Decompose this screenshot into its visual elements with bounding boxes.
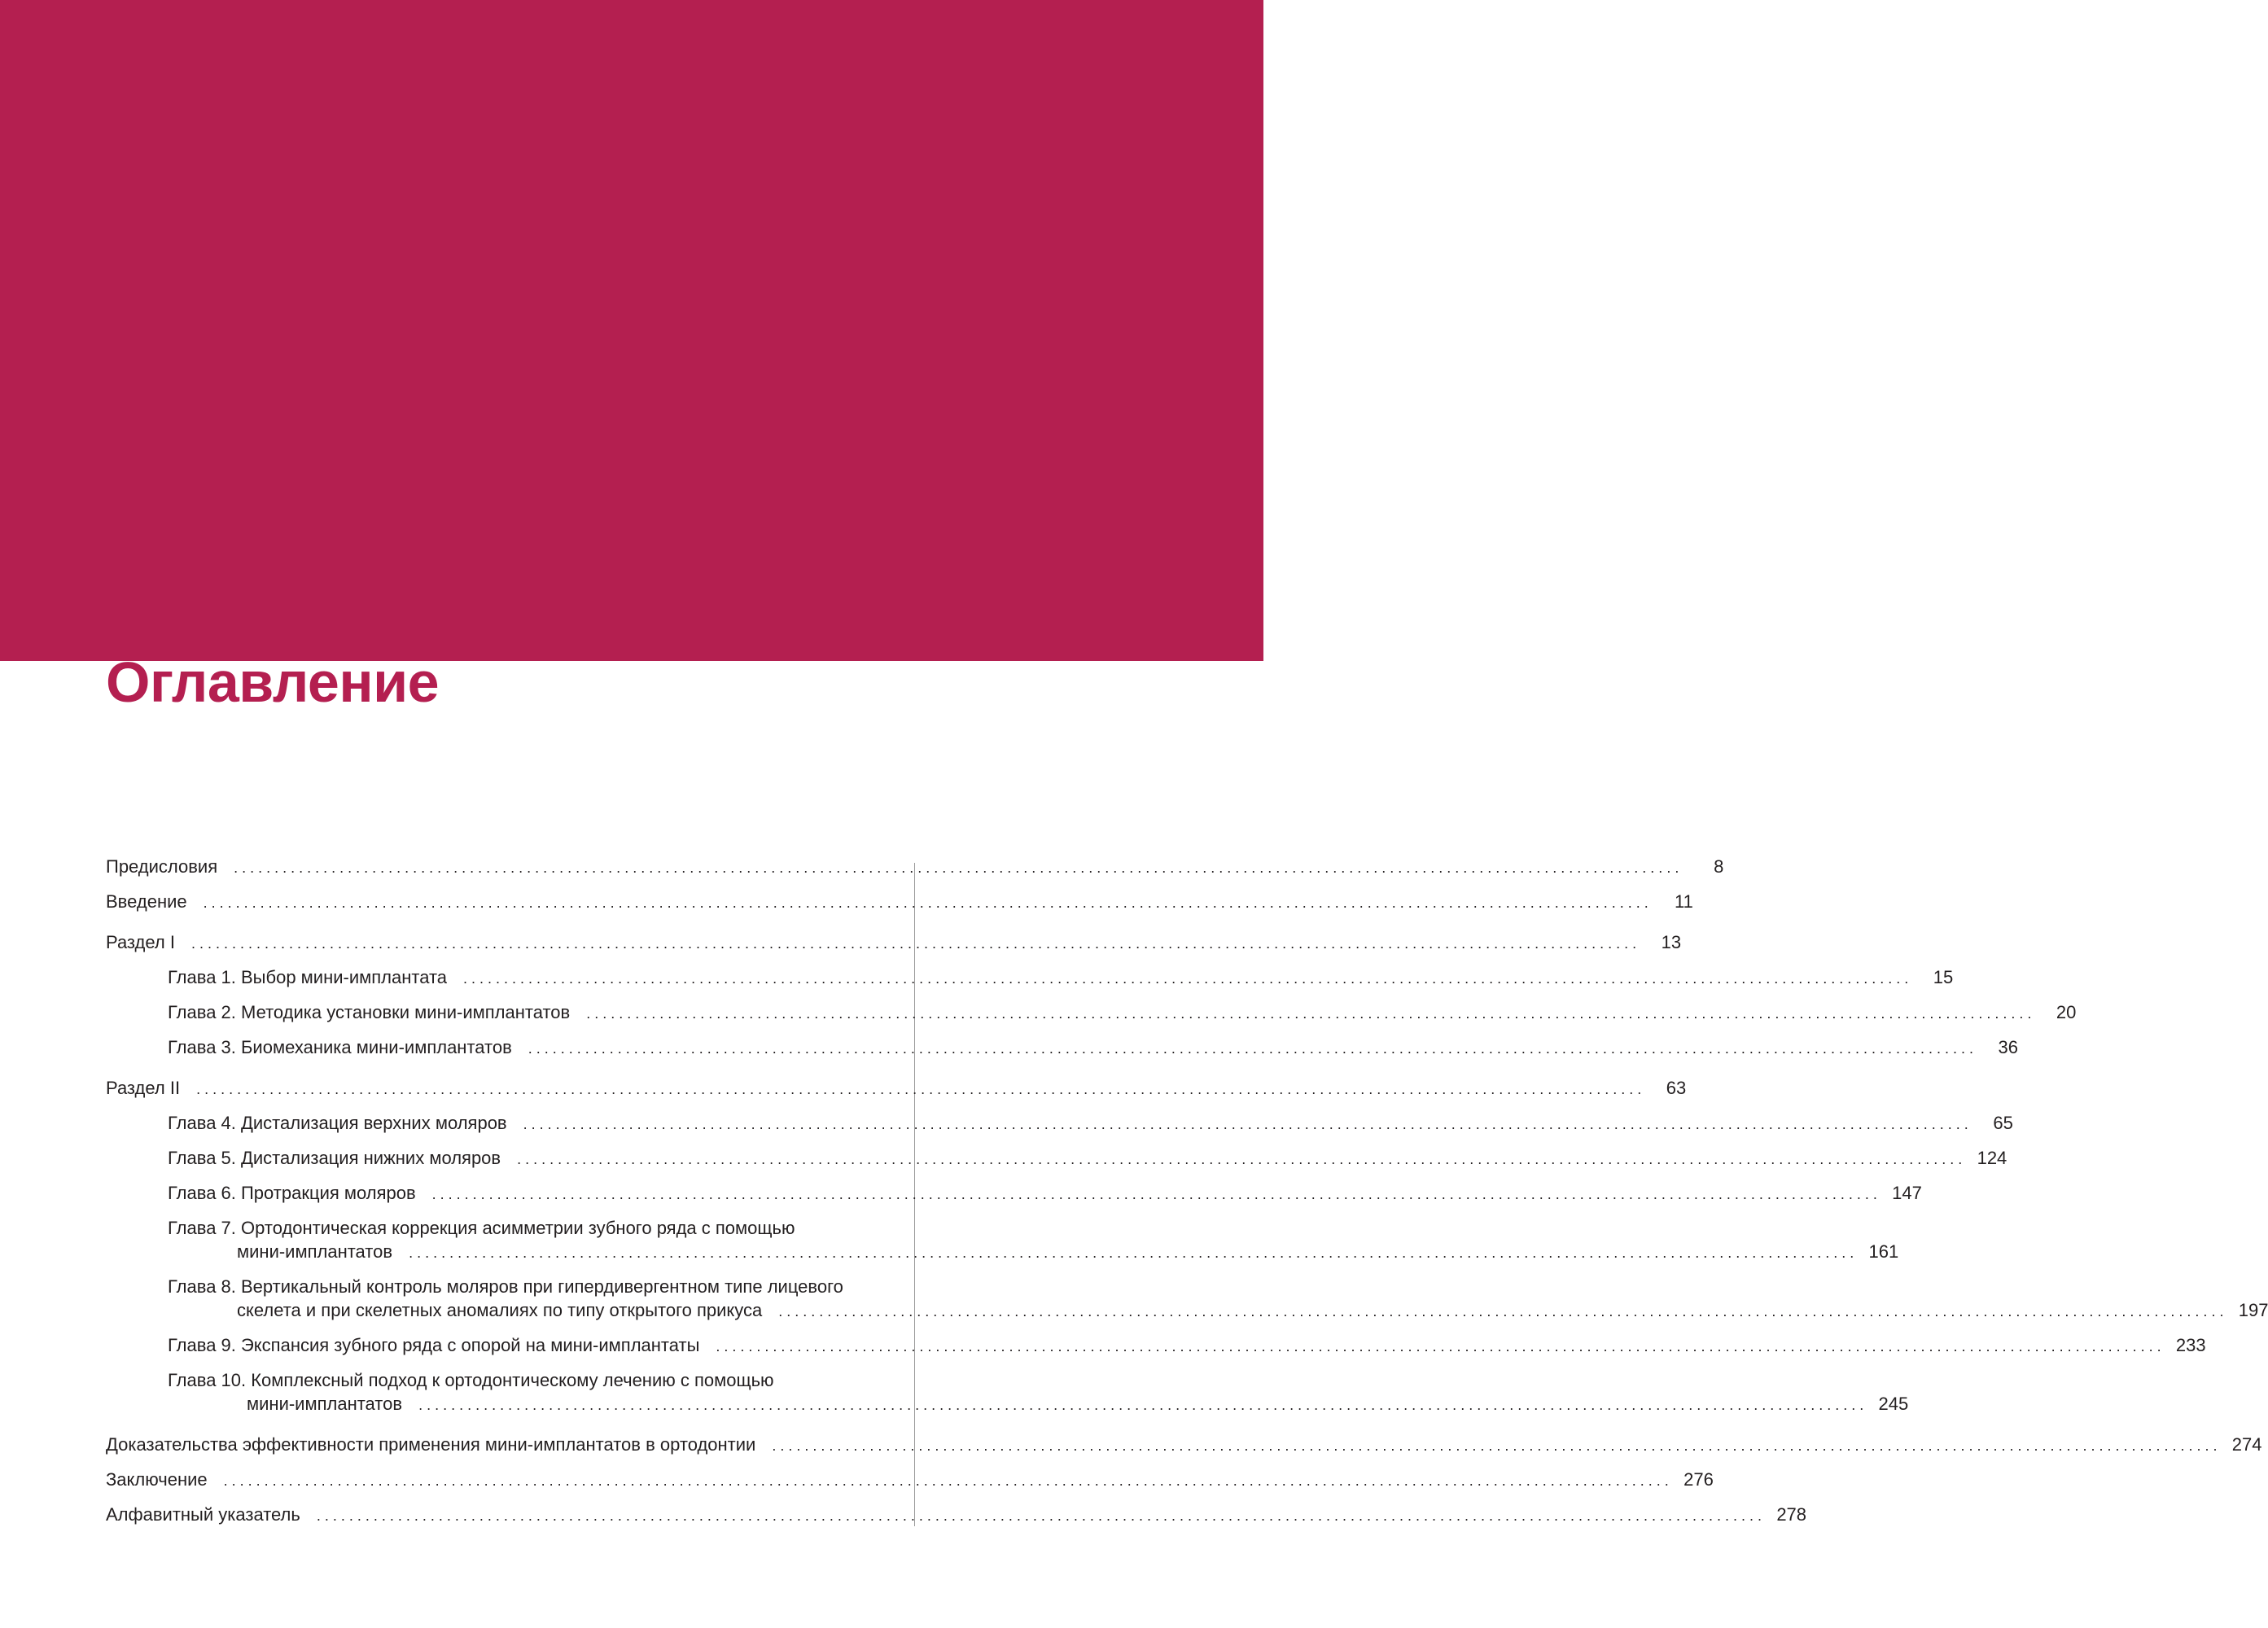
header-banner	[0, 0, 1263, 661]
toc-entry-section-1[interactable]	[106, 930, 1682, 956]
toc-entry-chapter-10-line1[interactable]: Глава 10. Комплексный подход к ортодонтическому лечению с помощью	[168, 1370, 774, 1390]
toc-entry-label: Глава 3. Биомеханика мини-имплантатов	[168, 1037, 512, 1057]
toc-entry-chapter-9[interactable]	[168, 1333, 2206, 1359]
toc-leader-dots: ..................................................................................................................................................................................	[223, 1473, 1673, 1489]
toc-entry-label: мини-имплантатов	[247, 1394, 403, 1414]
toc-entry-page: 233	[2175, 1335, 2206, 1355]
toc-entry-label: Доказательства эффективности применения мини-имплантатов в ортодонтии	[106, 1434, 756, 1455]
toc-entry-label: Глава 9. Экспансия зубного ряда с опорой на мини-имплантаты	[168, 1335, 700, 1355]
toc-entry-label: Раздел I	[106, 932, 175, 952]
toc-entry-page: 147	[1892, 1183, 1922, 1203]
toc-entry-chapter-8-line1[interactable]: Глава 8. Вертикальный контроль моляров при гипердивергентном типе лицевого	[168, 1276, 843, 1297]
toc-entry-introduction[interactable]	[106, 890, 1693, 915]
toc-entry-page: 274	[2231, 1434, 2262, 1455]
toc-entry-label: Предисловия	[106, 856, 218, 877]
toc-entry-page: 124	[1977, 1148, 2007, 1168]
toc-leader-dots: ..................................................................................................................................................................................	[586, 1005, 2036, 1022]
toc-leader-dots: ..................................................................................................................................................................................	[190, 935, 1641, 952]
toc-entry-chapter-3[interactable]	[168, 1035, 2018, 1061]
toc-leader-dots: ..................................................................................................................................................................................	[528, 1040, 1977, 1057]
toc-entry-page: 197	[2238, 1300, 2268, 1320]
toc-leader-dots: ..................................................................................................................................................................................	[316, 1508, 1767, 1524]
toc-entry-page: 36	[1998, 1037, 2018, 1057]
page-title: Оглавление	[106, 650, 440, 714]
toc-entry-label: мини-имплантатов	[237, 1241, 393, 1262]
toc-leader-dots: ..................................................................................................................................................................................	[716, 1338, 2165, 1354]
toc-leader-dots: ..................................................................................................................................................................................	[196, 1081, 1646, 1097]
toc-entry-page: 245	[1878, 1394, 1909, 1414]
toc-leader-dots: ..................................................................................................................................................................................	[203, 895, 1653, 911]
toc-leader-dots: ..................................................................................................................................................................................	[523, 1116, 1972, 1132]
toc-entry-label: Глава 4. Дистализация верхних моляров	[168, 1113, 507, 1133]
toc-entry-chapter-1[interactable]	[168, 965, 1954, 991]
toc-entry-chapter-2[interactable]	[168, 1000, 2077, 1026]
toc-entry-page: 15	[1933, 967, 1954, 987]
toc-entry-label: Алфавитный указатель	[106, 1504, 300, 1525]
toc-entry-prefaces[interactable]	[106, 855, 1724, 880]
toc-entry-page: 278	[1776, 1504, 1807, 1525]
toc-leader-dots: ..................................................................................................................................................................................	[772, 1438, 2222, 1454]
toc-entry-label: Заключение	[106, 1469, 208, 1490]
toc-entry-label: Глава 5. Дистализация нижних моляров	[168, 1148, 501, 1168]
toc-entry-chapter-4[interactable]	[168, 1111, 2013, 1136]
toc-entry-page: 11	[1674, 891, 1693, 912]
toc-leader-dots: ..................................................................................................................................................................................	[431, 1186, 1881, 1202]
toc-entry-section-2[interactable]	[106, 1076, 1687, 1101]
toc-entry-chapter-7[interactable]	[237, 1240, 1899, 1265]
toc-entry-page: 8	[1714, 856, 1724, 877]
toc-leader-dots: ..................................................................................................................................................................................	[409, 1245, 1859, 1261]
toc-leader-dots: ..................................................................................................................................................................................	[234, 860, 1683, 876]
toc-entry-label: Глава 2. Методика установки мини-имплантатов	[168, 1002, 571, 1022]
toc-entry-label: Раздел II	[106, 1078, 181, 1098]
toc-entry-label: Глава 1. Выбор мини-имплантата	[168, 967, 448, 987]
toc-entry-chapter-6[interactable]	[168, 1181, 1922, 1206]
toc-entry-index[interactable]	[106, 1503, 1807, 1528]
toc-entry-label: Глава 6. Протракция моляров	[168, 1183, 416, 1203]
toc-leader-dots: ..................................................................................................................................................................................	[463, 970, 1913, 987]
toc-entry-page: 161	[1868, 1241, 1899, 1262]
toc-entry-label: скелета и при скелетных аномалиях по типу открытого прикуса	[237, 1300, 763, 1320]
toc-entry-chapter-10[interactable]	[247, 1392, 1909, 1417]
toc-entry-chapter-5[interactable]	[168, 1146, 2007, 1171]
toc-entry-page: 65	[1993, 1113, 2013, 1133]
toc-entry-page: 13	[1661, 932, 1682, 952]
toc-leader-dots: ..................................................................................................................................................................................	[418, 1397, 1868, 1413]
toc-leader-dots: ..................................................................................................................................................................................	[517, 1151, 1967, 1167]
toc-entry-chapter-7-line1[interactable]: Глава 7. Ортодонтическая коррекция асимметрии зубного ряда с помощью	[168, 1218, 795, 1238]
toc-entry-page: 276	[1683, 1469, 1714, 1490]
toc-entry-conclusion[interactable]	[106, 1468, 1714, 1493]
toc-entry-page: 20	[2056, 1002, 2077, 1022]
toc-entry-evidence[interactable]	[106, 1433, 2262, 1458]
toc-entry-chapter-8[interactable]	[237, 1298, 2268, 1324]
toc-leader-dots: ..................................................................................................................................................................................	[778, 1303, 2228, 1319]
table-of-contents	[106, 855, 2268, 1529]
toc-entry-page: 63	[1666, 1078, 1687, 1098]
toc-entry-label: Введение	[106, 891, 187, 912]
